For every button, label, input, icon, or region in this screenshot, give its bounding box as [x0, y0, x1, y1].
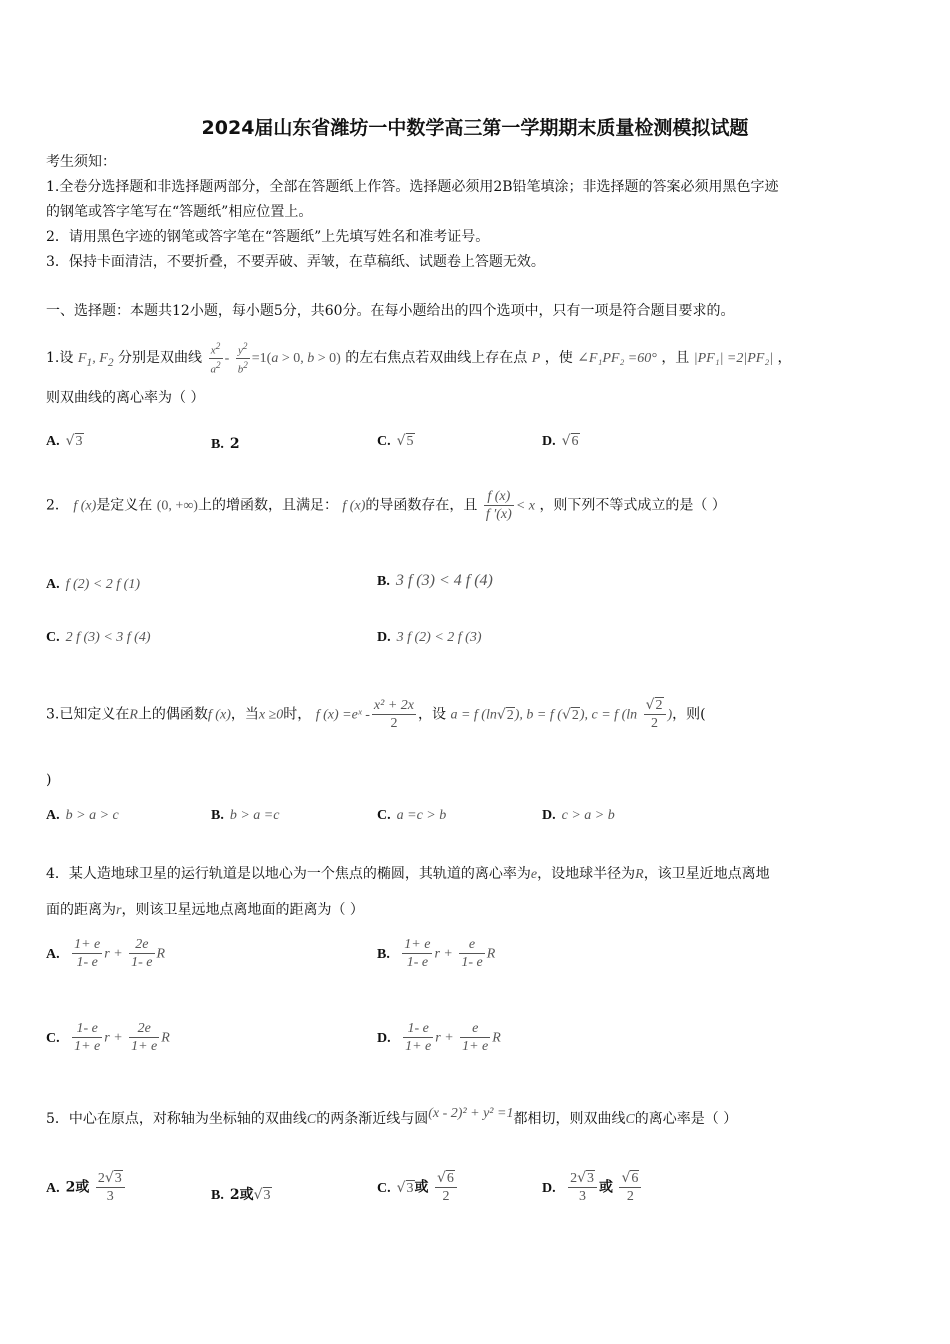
q4-option-c[interactable]: C. $\frac{1- e}{1+ e}$ r + $\frac{2e}{1+ e}$ R: [46, 1021, 170, 1054]
question-4-line-2: 面的距离为r，则该卫星远地点离地面的距离为（ ）: [46, 902, 364, 918]
q2-option-c[interactable]: C. 2 f (3) < 3 f (4): [46, 630, 151, 645]
q3-option-d[interactable]: D. c > a > b: [542, 808, 615, 823]
q3-option-b[interactable]: B. b > a =c: [211, 808, 280, 823]
q5-option-c[interactable]: C. √3或 $\frac{√6}{2}$: [377, 1170, 459, 1205]
question-2: 2． f (x)是定义在 (0, +∞)上的增函数，且满足： f (x)的导函数存在，且 $\frac{f (x)}{f '(x)}$ < x ，则下列不等式成立的是（ ）: [46, 489, 726, 522]
question-3-line-2: ): [46, 772, 52, 788]
q2-option-d[interactable]: D. 3 f (2) < 2 f (3): [377, 630, 482, 645]
question-3: 3.已知定义在R上的偶函数f (x)，当x ≥0时， f (x) =eˣ - $\frac{\text{x² + 2x}}{2}$ ，设 a = f (ln√2), b = f (√2), c = f (ln $\frac{√2}{2}$ )，则(: [46, 697, 706, 731]
q2-option-b[interactable]: B. 3 f (3) < 4 f (4): [377, 572, 493, 589]
question-5: 5．中心在原点，对称轴为坐标轴的双曲线C的两条渐近线与圆(x - 2)² + y² =1都相切，则双曲线C的离心率是（ ）: [46, 1106, 738, 1127]
q3-option-c[interactable]: C. a =c > b: [377, 808, 447, 823]
q1-option-c[interactable]: C. √5: [377, 433, 414, 449]
section-heading: 一、选择题：本题共12小题，每小题5分，共60分。在每小题给出的四个选项中，只有一项是符合题目要求的。: [46, 303, 735, 319]
question-4: 4．某人造地球卫星的运行轨道是以地心为一个焦点的椭圆，其轨道的离心率为e，设地球半径为R，该卫星近地点离地: [46, 866, 770, 882]
q4-option-b[interactable]: B. $\frac{1+ e}{1- e}$ r + $\frac{e}{1- e}$ R: [377, 937, 496, 970]
q1-option-a[interactable]: A. √3: [46, 433, 83, 449]
hyperbola-equation: $\frac{x^2}{a^2}$ - $\frac{y^2}{b^2}$ =1(a > 0, b > 0): [210, 341, 341, 376]
q5-option-b[interactable]: B. 2或√3: [211, 1187, 271, 1203]
q2-option-a[interactable]: A. f (2) < 2 f (1): [46, 577, 140, 592]
notice-item-1: 1.全卷分选择题和非选择题两部分，全部在答题纸上作答。选择题必须用2B铅笔填涂；非选择题的答案必须用黑色字迹: [46, 179, 779, 195]
q1-option-d[interactable]: D. √6: [542, 433, 579, 449]
q5-option-d[interactable]: D. $\frac{2√3}{3}$ 或 $\frac{√6}{2}$: [542, 1170, 643, 1205]
q3-option-a[interactable]: A. b > a > c: [46, 808, 119, 823]
q4-option-d[interactable]: D. $\frac{1- e}{1+ e}$ r + $\frac{e}{1+ e}$ R: [377, 1021, 501, 1054]
q4-option-a[interactable]: A. $\frac{1+ e}{1- e}$ r + $\frac{2e}{1- e}$ R: [46, 937, 166, 970]
question-1-line-2: 则双曲线的离心率为（ ）: [46, 390, 205, 406]
foci-symbol: $F_1$, $F_2$: [77, 351, 114, 369]
notice-item-3: 3．保持卡面清洁，不要折叠，不要弄破、弄皱，在草稿纸、试题卷上答题无效。: [46, 254, 545, 270]
question-1: 1.设 $F_1$, $F_2$ 分别是双曲线 $\frac{x^2}{a^2}$ - $\frac{y^2}{b^2}$ =1(a > 0, b > 0) 的左右焦点若双曲线上存在点 P ，使 ∠F₁PF₂ =60° ，且 |PF₁| =2|PF₂| ，: [46, 341, 792, 376]
page-title: 2024届山东省潍坊一中数学高三第一学期期末质量检测模拟试题: [201, 117, 749, 139]
notice-item-2: 2．请用黑色字迹的钢笔或答字笔在“答题纸”上先填写姓名和准考证号。: [46, 229, 490, 245]
notice-item-1-cont: 的钢笔或答字笔写在“答题纸”相应位置上。: [46, 204, 313, 220]
derivative-fraction: $\frac{f (x)}{f '(x)}$: [485, 489, 512, 522]
q1-option-b[interactable]: B. 2: [211, 436, 240, 452]
notice-heading: 考生须知：: [46, 154, 116, 170]
q5-option-a[interactable]: A. 2或 $\frac{2√3}{3}$: [46, 1170, 127, 1205]
